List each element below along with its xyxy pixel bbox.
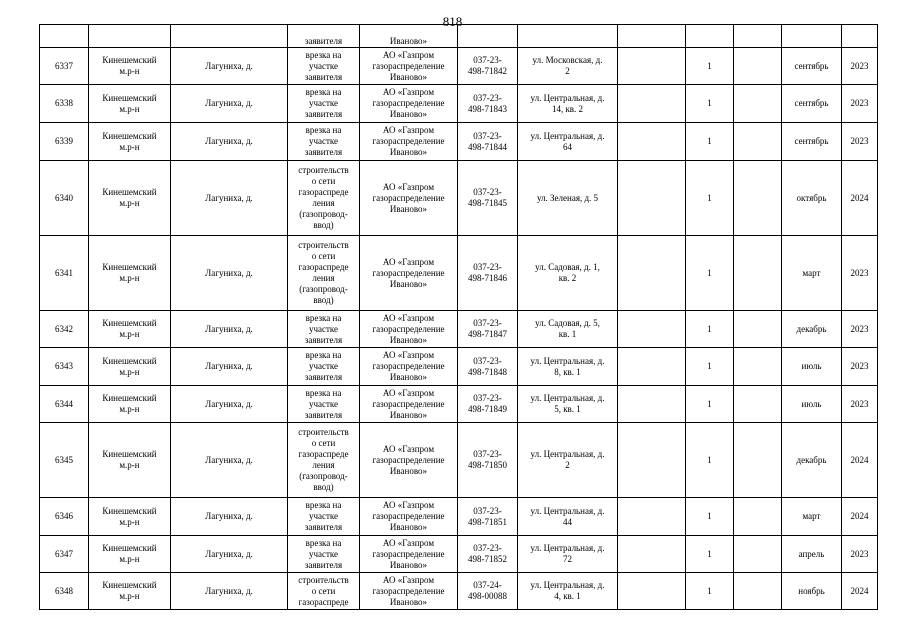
cell-district: Кинешемский м.р-н xyxy=(89,348,171,386)
table-body xyxy=(40,25,878,610)
cell-code: 037-23- 498-71847 xyxy=(458,311,518,348)
cell-year: 2023 xyxy=(842,311,878,348)
cell-organization: АО «Газпром газораспределение Иваново» xyxy=(360,498,458,536)
cell-empty xyxy=(518,25,618,48)
cell-empty xyxy=(734,123,782,161)
cell-code: 037-23- 498-71848 xyxy=(458,348,518,386)
cell-settlement: Лагуниха, д. xyxy=(171,311,288,348)
cell-empty xyxy=(734,536,782,573)
cell-empty xyxy=(782,25,842,48)
cell-empty xyxy=(89,25,171,48)
cell-number: 6346 xyxy=(40,498,89,536)
cell-address: ул. Центральная, д. 44 xyxy=(518,498,618,536)
cell-number: 6345 xyxy=(40,423,89,498)
cell-empty xyxy=(171,25,288,48)
table-row xyxy=(40,386,878,423)
cell-settlement: Лагуниха, д. xyxy=(171,348,288,386)
cell-settlement: Лагуниха, д. xyxy=(171,498,288,536)
cell-number: 6343 xyxy=(40,348,89,386)
cell-year: 2024 xyxy=(842,498,878,536)
cell-empty xyxy=(458,25,518,48)
cell-empty xyxy=(734,348,782,386)
table-row xyxy=(40,85,878,123)
cell-number: 6340 xyxy=(40,161,89,236)
cell-empty xyxy=(734,25,782,48)
cell-district: Кинешемский м.р-н xyxy=(89,236,171,311)
cell-settlement: Лагуниха, д. xyxy=(171,536,288,573)
cell-settlement: Лагуниха, д. xyxy=(171,236,288,311)
cell-quantity: 1 xyxy=(686,48,734,85)
table-row xyxy=(40,161,878,236)
cell-address: ул. Зеленая, д. 5 xyxy=(518,161,618,236)
cell-work-type: строительств о сети газораспреде ления (газопровод- ввод) xyxy=(288,161,360,236)
cell-month: сентябрь xyxy=(782,48,842,85)
cell-address: ул. Московская, д. 2 xyxy=(518,48,618,85)
cell-organization: АО «Газпром газораспределение Иваново» xyxy=(360,236,458,311)
cell-code: 037-23- 498-71842 xyxy=(458,48,518,85)
cell-work-type: врезка на участке заявителя xyxy=(288,85,360,123)
cell-work-type: врезка на участке заявителя xyxy=(288,311,360,348)
cell-code: 037-23- 498-71844 xyxy=(458,123,518,161)
cell-work-type: строительств о сети газораспреде ления (газопровод- ввод) xyxy=(288,423,360,498)
cell-settlement: Лагуниха, д. xyxy=(171,85,288,123)
cell-quantity: 1 xyxy=(686,386,734,423)
cell-quantity: 1 xyxy=(686,498,734,536)
table-row xyxy=(40,123,878,161)
cell-address: ул. Центральная, д. 2 xyxy=(518,423,618,498)
cell-settlement: Лагуниха, д. xyxy=(171,48,288,85)
cell-month: март xyxy=(782,236,842,311)
cell-organization: АО «Газпром газораспределение Иваново» xyxy=(360,85,458,123)
cell-number: 6338 xyxy=(40,85,89,123)
cell-month: апрель xyxy=(782,536,842,573)
table-row xyxy=(40,573,878,610)
cell-code: 037-23- 498-71851 xyxy=(458,498,518,536)
cell-year: 2023 xyxy=(842,386,878,423)
table-row xyxy=(40,311,878,348)
cell-code: 037-23- 498-71849 xyxy=(458,386,518,423)
cell-district: Кинешемский м.р-н xyxy=(89,85,171,123)
cell-quantity: 1 xyxy=(686,423,734,498)
cell-month: декабрь xyxy=(782,311,842,348)
cell-number: 6342 xyxy=(40,311,89,348)
cell-empty xyxy=(734,85,782,123)
cell-empty xyxy=(734,386,782,423)
cell-organization: АО «Газпром газораспределение Иваново» xyxy=(360,48,458,85)
cell-code: 037-23- 498-71843 xyxy=(458,85,518,123)
table-row xyxy=(40,536,878,573)
cell-work-type: врезка на участке заявителя xyxy=(288,386,360,423)
cell-work-type: строительств о сети газораспреде xyxy=(288,573,360,610)
cell-organization: АО «Газпром газораспределение Иваново» xyxy=(360,386,458,423)
cell-code: 037-23- 498-71845 xyxy=(458,161,518,236)
cell-code: 037-23- 498-71846 xyxy=(458,236,518,311)
cell-work-type: врезка на участке заявителя xyxy=(288,536,360,573)
cell-work-type: строительств о сети газораспреде ления (газопровод- ввод) xyxy=(288,236,360,311)
cell-empty xyxy=(618,85,686,123)
cell-empty xyxy=(734,48,782,85)
page-number: 818 xyxy=(442,14,463,29)
cell-empty xyxy=(734,236,782,311)
cell-empty xyxy=(618,348,686,386)
cell-district: Кинешемский м.р-н xyxy=(89,573,171,610)
cell-address: ул. Центральная, д. 5, кв. 1 xyxy=(518,386,618,423)
cell-organization: АО «Газпром газораспределение Иваново» xyxy=(360,348,458,386)
cell-year: 2023 xyxy=(842,48,878,85)
cell-number: 6348 xyxy=(40,573,89,610)
cell-quantity: 1 xyxy=(686,536,734,573)
cell-month: декабрь xyxy=(782,423,842,498)
cell-work-type: врезка на участке заявителя xyxy=(288,498,360,536)
cell-month: сентябрь xyxy=(782,85,842,123)
cell-year: 2024 xyxy=(842,573,878,610)
cell-settlement: Лагуниха, д. xyxy=(171,573,288,610)
table-row xyxy=(40,423,878,498)
cell-organization: АО «Газпром газораспределение Иваново» xyxy=(360,573,458,610)
cell-district: Кинешемский м.р-н xyxy=(89,161,171,236)
cell-code: 037-24- 498-00088 xyxy=(458,573,518,610)
cell-empty xyxy=(40,25,89,48)
cell-quantity: 1 xyxy=(686,236,734,311)
cell-settlement: Лагуниха, д. xyxy=(171,423,288,498)
cell-empty xyxy=(618,536,686,573)
cell-year: 2024 xyxy=(842,161,878,236)
cell-quantity: 1 xyxy=(686,161,734,236)
cell-district: Кинешемский м.р-н xyxy=(89,123,171,161)
cell-address: ул. Центральная, д. 72 xyxy=(518,536,618,573)
cell-month: март xyxy=(782,498,842,536)
data-table xyxy=(39,24,878,610)
cell-organization: АО «Газпром газораспределение Иваново» xyxy=(360,161,458,236)
cell-district: Кинешемский м.р-н xyxy=(89,48,171,85)
cell-organization: Иваново» xyxy=(360,25,458,48)
cell-quantity: 1 xyxy=(686,573,734,610)
cell-empty xyxy=(618,573,686,610)
cell-number: 6341 xyxy=(40,236,89,311)
cell-district: Кинешемский м.р-н xyxy=(89,536,171,573)
cell-address: ул. Садовая, д. 1, кв. 2 xyxy=(518,236,618,311)
table-row xyxy=(40,498,878,536)
cell-year: 2023 xyxy=(842,536,878,573)
cell-empty xyxy=(734,161,782,236)
cell-year: 2023 xyxy=(842,123,878,161)
cell-address: ул. Центральная, д. 14, кв. 2 xyxy=(518,85,618,123)
cell-quantity: 1 xyxy=(686,85,734,123)
cell-month: июль xyxy=(782,348,842,386)
table-row xyxy=(40,48,878,85)
cell-number: 6344 xyxy=(40,386,89,423)
cell-empty xyxy=(734,311,782,348)
cell-number: 6339 xyxy=(40,123,89,161)
cell-month: ноябрь xyxy=(782,573,842,610)
cell-work-type: врезка на участке заявителя xyxy=(288,348,360,386)
cell-empty xyxy=(618,48,686,85)
cell-settlement: Лагуниха, д. xyxy=(171,161,288,236)
cell-empty xyxy=(618,25,686,48)
cell-quantity: 1 xyxy=(686,348,734,386)
cell-work-type: врезка на участке заявителя xyxy=(288,48,360,85)
cell-quantity: 1 xyxy=(686,123,734,161)
cell-year: 2023 xyxy=(842,236,878,311)
cell-organization: АО «Газпром газораспределение Иваново» xyxy=(360,536,458,573)
cell-year: 2024 xyxy=(842,423,878,498)
cell-code: 037-23- 498-71850 xyxy=(458,423,518,498)
cell-empty xyxy=(618,236,686,311)
cell-organization: АО «Газпром газораспределение Иваново» xyxy=(360,311,458,348)
cell-year: 2023 xyxy=(842,85,878,123)
cell-settlement: Лагуниха, д. xyxy=(171,386,288,423)
cell-organization: АО «Газпром газораспределение Иваново» xyxy=(360,423,458,498)
cell-district: Кинешемский м.р-н xyxy=(89,423,171,498)
cell-district: Кинешемский м.р-н xyxy=(89,498,171,536)
continuation-row xyxy=(40,25,878,48)
cell-empty xyxy=(734,573,782,610)
cell-work-type: заявителя xyxy=(288,25,360,48)
table-row xyxy=(40,348,878,386)
cell-district: Кинешемский м.р-н xyxy=(89,311,171,348)
cell-code: 037-23- 498-71852 xyxy=(458,536,518,573)
cell-empty xyxy=(618,386,686,423)
cell-month: октябрь xyxy=(782,161,842,236)
cell-number: 6337 xyxy=(40,48,89,85)
cell-month: сентябрь xyxy=(782,123,842,161)
cell-organization: АО «Газпром газораспределение Иваново» xyxy=(360,123,458,161)
cell-empty xyxy=(686,25,734,48)
cell-settlement: Лагуниха, д. xyxy=(171,123,288,161)
cell-empty xyxy=(842,25,878,48)
cell-empty xyxy=(618,423,686,498)
cell-month: июль xyxy=(782,386,842,423)
cell-address: ул. Садовая, д. 5, кв. 1 xyxy=(518,311,618,348)
cell-empty xyxy=(618,123,686,161)
cell-address: ул. Центральная, д. 8, кв. 1 xyxy=(518,348,618,386)
cell-empty xyxy=(618,498,686,536)
cell-work-type: врезка на участке заявителя xyxy=(288,123,360,161)
cell-quantity: 1 xyxy=(686,311,734,348)
cell-district: Кинешемский м.р-н xyxy=(89,386,171,423)
cell-empty xyxy=(618,311,686,348)
cell-empty xyxy=(734,498,782,536)
cell-address: ул. Центральная, д. 64 xyxy=(518,123,618,161)
cell-empty xyxy=(618,161,686,236)
cell-number: 6347 xyxy=(40,536,89,573)
cell-year: 2023 xyxy=(842,348,878,386)
cell-empty xyxy=(734,423,782,498)
table-row xyxy=(40,236,878,311)
cell-address: ул. Центральная, д. 4, кв. 1 xyxy=(518,573,618,610)
